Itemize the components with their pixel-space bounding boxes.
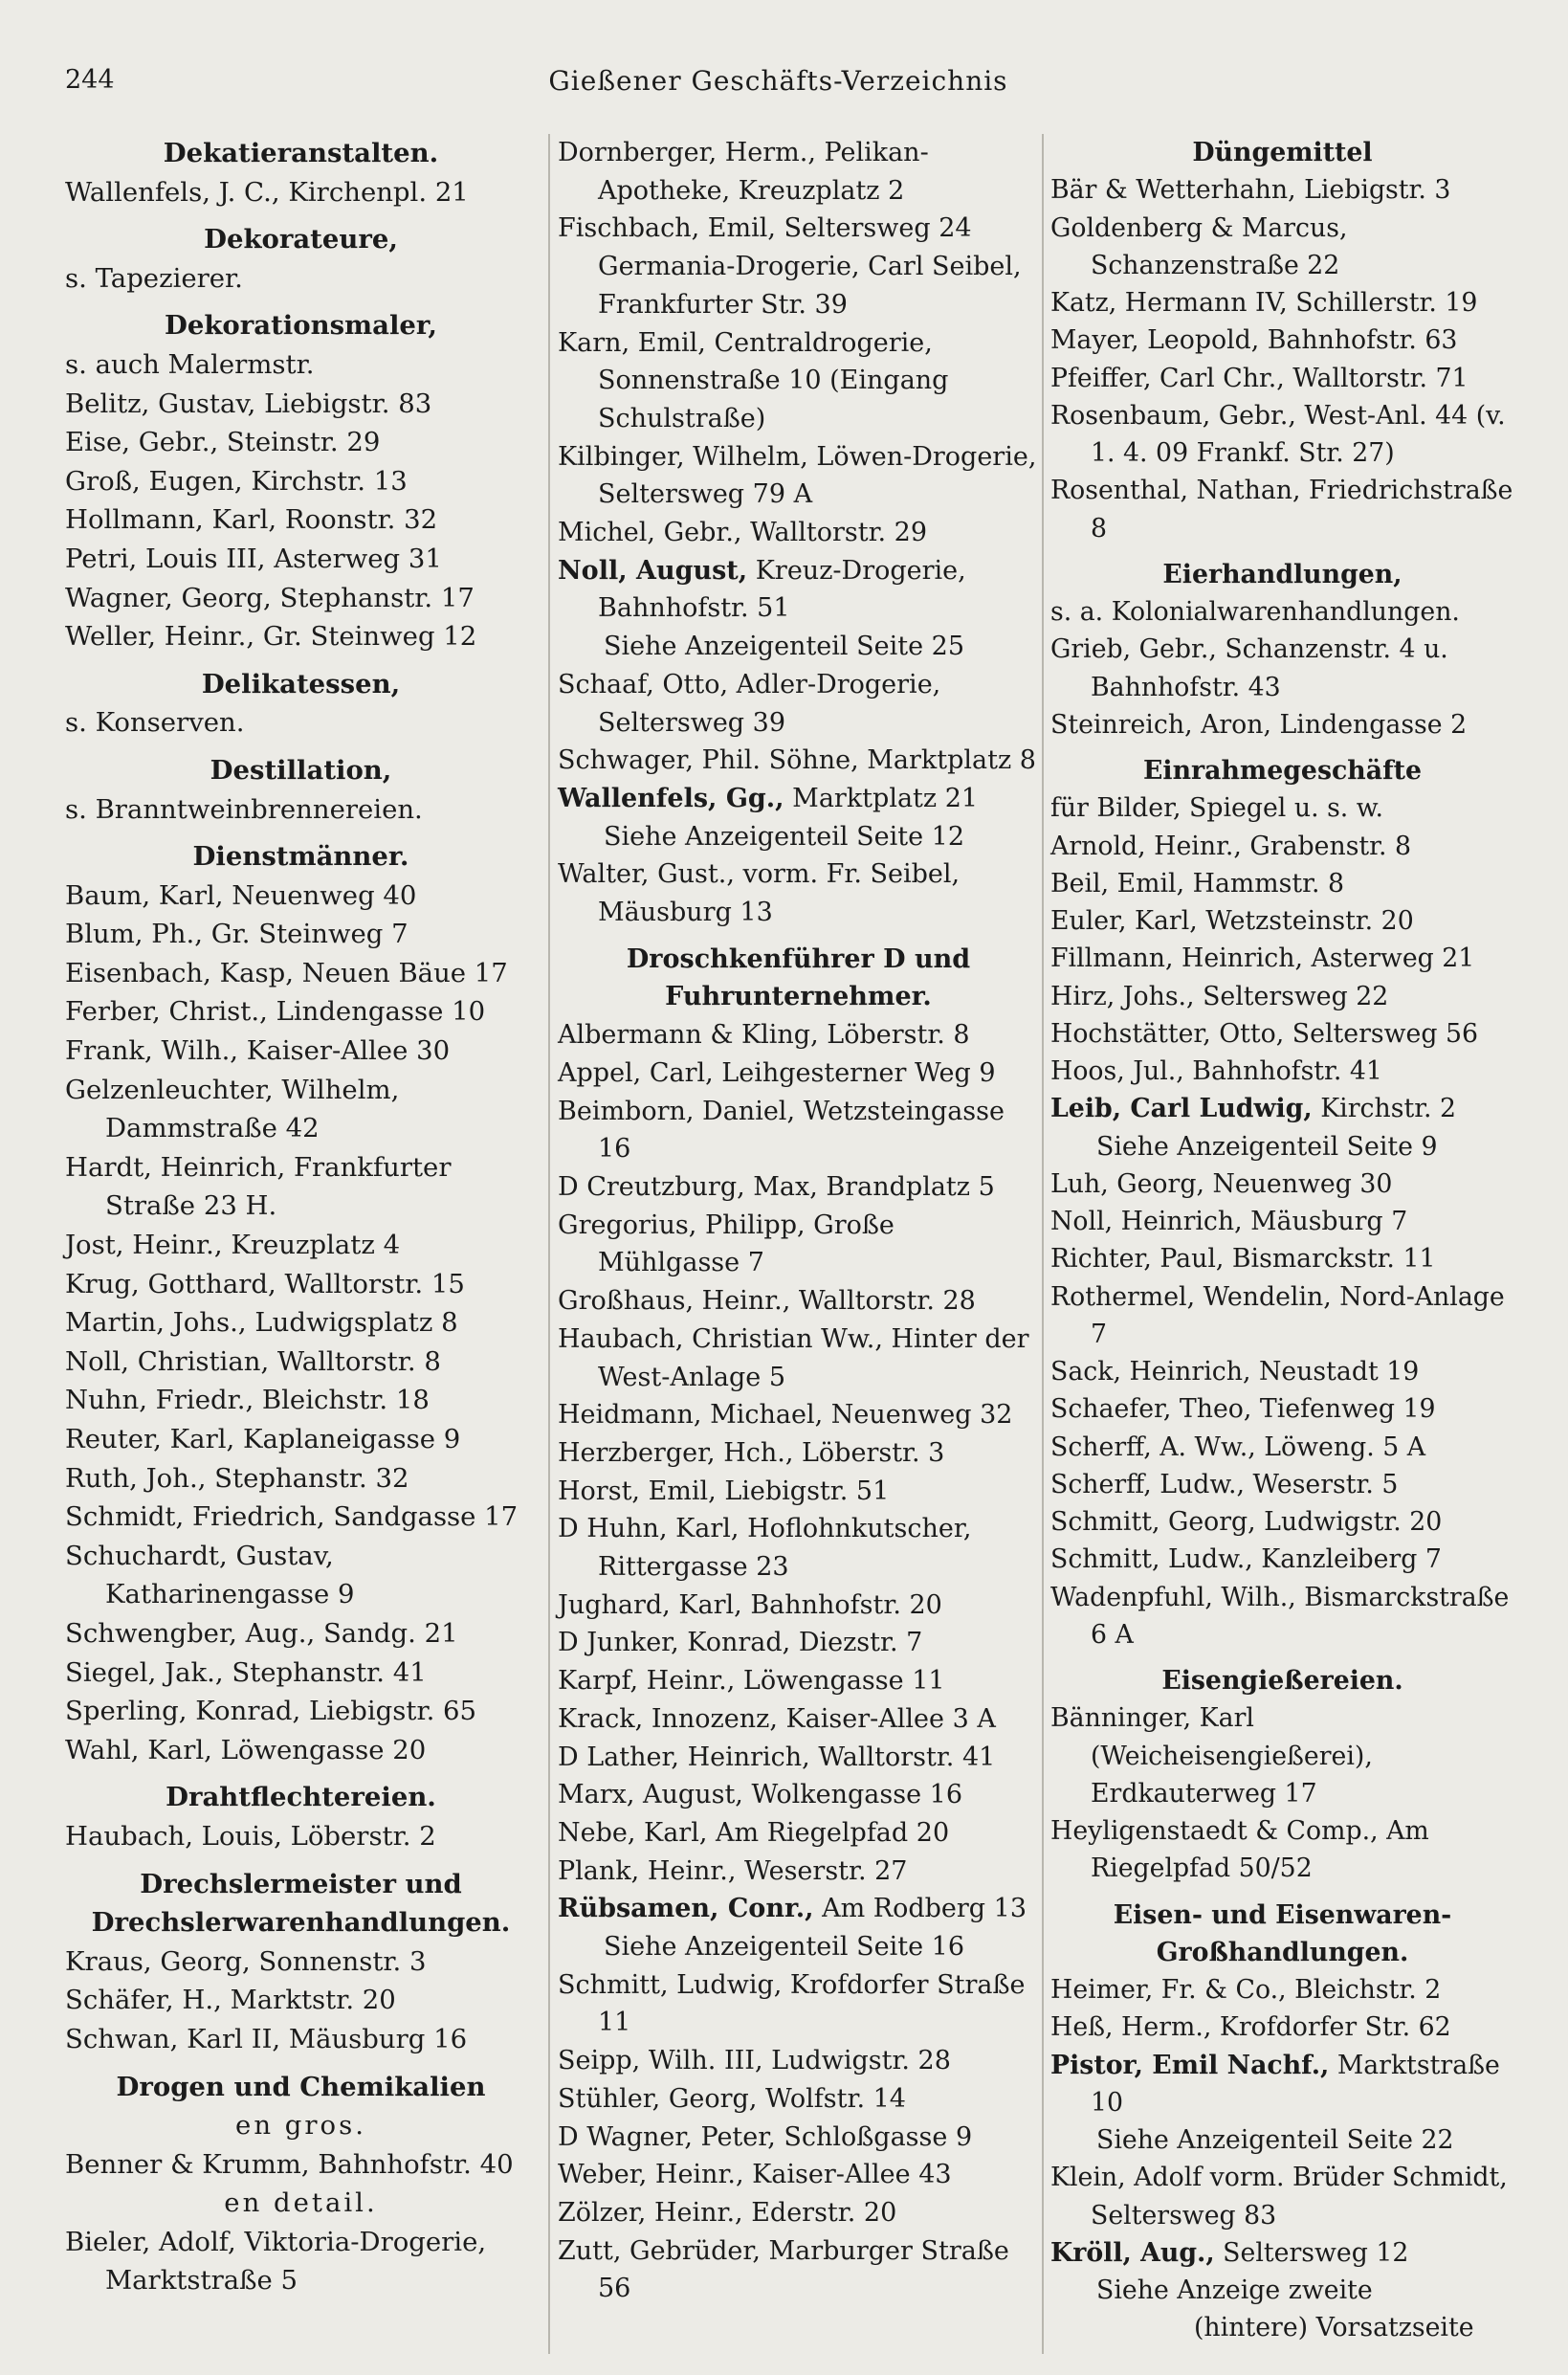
directory-entry: Fillmann, Heinrich, Asterweg 21: [1050, 943, 1475, 974]
directory-entry: Michel, Gebr., Walltorstr. 29: [558, 518, 928, 548]
section-subheading: en detail.: [224, 2187, 378, 2219]
directory-entry: [558, 1890, 1039, 1928]
entry-name: Wallenfels, Gg.,: [558, 783, 784, 813]
section-heading: Einrahmegeschäfte: [1143, 756, 1422, 786]
entry-address: Am Rodberg 13: [813, 1894, 1027, 1924]
directory-entry: Sperling, Konrad, Liebigstr. 65: [65, 1696, 477, 1727]
directory-entry: Schuchardt, Gustav, Katharinengasse 9: [65, 1540, 355, 1610]
directory-entry: Schaefer, Theo, Tiefenweg 19: [1050, 1394, 1436, 1425]
directory-entry: Hochstätter, Otto, Seltersweg 56: [1050, 1018, 1478, 1049]
section-note: s. a. Kolonialwarenhandlungen.: [1050, 597, 1460, 627]
section-heading: Eisen- und Eisenwaren-Großhandlungen.: [1113, 1899, 1452, 1967]
directory-entry: Schmitt, Ludwig, Krofdorfer Straße 11: [558, 1969, 1026, 2038]
directory-entry: D Creutzburg, Max, Brandplatz 5: [558, 1171, 995, 1202]
directory-entry: Marx, August, Wolkengasse 16: [558, 1780, 963, 1810]
section-heading: Drahtflechtereien.: [166, 1782, 436, 1813]
directory-entry: Hirz, Johs., Seltersweg 22: [1050, 981, 1389, 1011]
section-heading: Dekatieranstalten.: [163, 138, 439, 168]
directory-entry: Groß, Eugen, Kirchstr. 13: [65, 465, 408, 497]
directory-entry: Seipp, Wilh. III, Ludwigstr. 28: [558, 2046, 951, 2076]
directory-entry: Wagner, Georg, Stephanstr. 17: [65, 582, 475, 613]
directory-entry: Noll, Christian, Walltorstr. 8: [65, 1345, 441, 1377]
section-heading: Dekorationsmaler,: [165, 310, 437, 342]
directory-entry: Hardt, Heinrich, Frankfurter Straße 23 H.: [65, 1151, 452, 1222]
directory-entry: Richter, Paul, Bismarckstr. 11: [1050, 1244, 1436, 1275]
directory-entry: [1050, 2234, 1514, 2272]
directory-entry: Eise, Gebr., Steinstr. 29: [65, 427, 381, 458]
section-note: s. auch Malermstr.: [65, 348, 315, 380]
directory-entry: Krug, Gotthard, Walltorstr. 15: [65, 1268, 465, 1299]
running-title: Gießener Geschäfts-Verzeichnis: [548, 65, 1008, 97]
entry-name: Pistor, Emil Nachf.,: [1050, 2050, 1330, 2080]
directory-entry: Grieb, Gebr., Schanzenstr. 4 u. Bahnhofstr. 43: [1050, 634, 1448, 702]
directory-entry: Heyligenstaedt & Comp., Am Riegelpfad 50/52: [1050, 1816, 1429, 1884]
section-heading: Dienstmänner.: [192, 841, 409, 873]
directory-entry: Benner & Krumm, Bahnhofstr. 40: [65, 2148, 514, 2180]
directory-entry: Walter, Gust., vorm. Fr. Seibel, Mäusburg 13: [558, 859, 961, 928]
directory-entry: Jughard, Karl, Bahnhofstr. 20: [558, 1589, 942, 1620]
entry-name: Kröll, Aug.,: [1050, 2237, 1215, 2268]
directory-entry: Weber, Heinr., Kaiser-Allee 43: [558, 2160, 952, 2190]
directory-entry: [1050, 2047, 1514, 2122]
directory-entry: Kilbinger, Wilhelm, Löwen-Drogerie, Seltersweg 79 A: [558, 441, 1037, 510]
directory-entry: Katz, Hermann IV, Schillerstr. 19: [1050, 288, 1478, 318]
page-number: 244: [65, 65, 115, 95]
directory-entry: Wadenpfuhl, Wilh., Bismarckstraße 6 A: [1050, 1582, 1510, 1650]
section-note: s. Konserven.: [65, 707, 245, 739]
page-header: [65, 65, 1491, 113]
section-note: s. Tapezierer.: [65, 262, 243, 294]
directory-entry: Mayer, Leopold, Bahnhofstr. 63: [1050, 325, 1458, 356]
section-heading: Drechslermeister und Drechslerwarenhandlungen.: [91, 1868, 511, 1939]
directory-entry: Schwager, Phil. Söhne, Marktplatz 8: [558, 745, 1036, 776]
directory-entry: Weller, Heinr., Gr. Steinweg 12: [65, 621, 477, 653]
ad-reference: Siehe Anzeigenteil Seite 16: [604, 1932, 964, 1963]
directory-entry: Großhaus, Heinr., Walltorstr. 28: [558, 1286, 976, 1317]
section-heading: Destillation,: [210, 754, 392, 786]
directory-entry: Wallenfels, J. C., Kirchenpl. 21: [65, 176, 469, 208]
directory-entry: Scherff, A. Ww., Löweng. 5 A: [1050, 1432, 1426, 1462]
directory-entry: Euler, Karl, Wetzsteinstr. 20: [1050, 906, 1414, 936]
directory-entry: Kraus, Georg, Sonnenstr. 3: [65, 1945, 427, 1977]
directory-entry: Zutt, Gebrüder, Marburger Straße 56: [558, 2235, 1009, 2304]
directory-entry: Hollmann, Karl, Roonstr. 32: [65, 504, 438, 536]
directory-entry: Schwengber, Aug., Sandg. 21: [65, 1617, 458, 1649]
directory-entry: Siegel, Jak., Stephanstr. 41: [65, 1656, 427, 1688]
entry-name: Leib, Carl Ludwig,: [1050, 1094, 1313, 1124]
directory-entry: Martin, Johs., Ludwigsplatz 8: [65, 1307, 458, 1339]
directory-entry: Petri, Louis III, Asterweg 31: [65, 543, 442, 574]
section-heading: Drogen und Chemikalien: [116, 2071, 486, 2102]
directory-entry: Pfeiffer, Carl Chr., Walltorstr. 71: [1050, 363, 1469, 393]
directory-entry: Nuhn, Friedr., Bleichstr. 18: [65, 1385, 430, 1416]
directory-entry: Blum, Ph., Gr. Steinweg 7: [65, 919, 409, 950]
ad-reference: (hintere) Vorsatzseite: [1194, 2313, 1474, 2343]
directory-entry: Karn, Emil, Centraldrogerie, Sonnenstraße 10 (Eingang Schulstraße): [558, 327, 949, 433]
ad-reference: Siehe Anzeigenteil Seite 9: [1096, 1131, 1438, 1162]
directory-entry: D Junker, Konrad, Diezstr. 7: [558, 1628, 923, 1658]
directory-entry: Belitz, Gustav, Liebigstr. 83: [65, 388, 432, 419]
directory-entry: Schmitt, Georg, Ludwigstr. 20: [1050, 1507, 1443, 1537]
directory-entry: Bänninger, Karl (Weicheisengießerei), Erdkauterweg 17: [1050, 1703, 1373, 1809]
directory-entry: Fischbach, Emil, Seltersweg 24 Germania-Drogerie, Carl Seibel, Frankfurter Str. 39: [558, 213, 1022, 320]
directory-entry: Heimer, Fr. & Co., Bleichstr. 2: [1050, 1975, 1442, 2005]
directory-entry: Jost, Heinr., Kreuzplatz 4: [65, 1230, 401, 1261]
section-heading: Droschkenführer D und Fuhrunternehmer.: [626, 943, 971, 1012]
directory-column-2: [558, 134, 1039, 2308]
entry-address: Marktstraße 10: [1091, 2050, 1500, 2118]
entry-address: Marktplatz 21: [784, 783, 979, 813]
directory-entry: Schaaf, Otto, Adler-Drogerie, Seltersweg 39: [558, 669, 941, 738]
directory-entry: D Lather, Heinrich, Walltorstr. 41: [558, 1742, 996, 1772]
directory-entry: Klein, Adolf vorm. Brüder Schmidt, Seltersweg 83: [1050, 2163, 1508, 2231]
directory-entry: Schmidt, Friedrich, Sandgasse 17: [65, 1501, 519, 1533]
directory-entry: Arnold, Heinr., Grabenstr. 8: [1050, 831, 1412, 861]
directory-entry: Zölzer, Heinr., Ederstr. 20: [558, 2197, 897, 2228]
directory-entry: Schmitt, Ludw., Kanzleiberg 7: [1050, 1544, 1442, 1575]
directory-entry: Wahl, Karl, Löwengasse 20: [65, 1734, 427, 1765]
section-heading: Düngemittel: [1192, 138, 1373, 167]
directory-entry: Ferber, Christ., Lindengasse 10: [65, 996, 486, 1028]
directory-entry: Stühler, Georg, Wolfstr. 14: [558, 2083, 906, 2114]
directory-entry: Rosenthal, Nathan, Friedrichstraße 8: [1050, 476, 1513, 544]
directory-entry: Nebe, Karl, Am Riegelpfad 20: [558, 1817, 950, 1848]
directory-entry: Schäfer, H., Marktstr. 20: [65, 1985, 396, 2016]
entry-address: Seltersweg 12: [1214, 2237, 1409, 2268]
directory-entry: [1050, 1090, 1514, 1127]
section-heading: Delikatessen,: [201, 668, 401, 699]
directory-entry: Plank, Heinr., Weserstr. 27: [558, 1855, 908, 1886]
directory-entry: Sack, Heinrich, Neustadt 19: [1050, 1357, 1420, 1387]
ad-reference: Siehe Anzeigenteil Seite 25: [604, 632, 964, 662]
ad-reference: Siehe Anzeigenteil Seite 12: [604, 821, 964, 852]
directory-entry: Gelzenleuchter, Wilhelm, Dammstraße 42: [65, 1074, 400, 1144]
directory-entry: Albermann & Kling, Löberstr. 8: [558, 1020, 970, 1051]
directory-entry: Horst, Emil, Liebigstr. 51: [558, 1476, 890, 1506]
entry-name: Rübsamen, Conr.,: [558, 1894, 814, 1924]
directory-entry: Bär & Wetterhahn, Liebigstr. 3: [1050, 175, 1451, 206]
directory-entry: Hoos, Jul., Bahnhofstr. 41: [1050, 1056, 1382, 1086]
directory-entry: Dornberger, Herm., Pelikan-Apotheke, Kreuzplatz 2: [558, 138, 929, 206]
directory-column-3: [1050, 134, 1514, 2347]
directory-entry: Haubach, Louis, Löberstr. 2: [65, 1820, 436, 1852]
ad-reference: Siehe Anzeigenteil Seite 22: [1096, 2125, 1454, 2155]
directory-entry: Karpf, Heinr., Löwengasse 11: [558, 1666, 945, 1697]
section-note: s. Branntweinbrennereien.: [65, 793, 423, 825]
directory-entry: D Wagner, Peter, Schloßgasse 9: [558, 2121, 973, 2152]
directory-entry: Herzberger, Hch., Löberstr. 3: [558, 1437, 945, 1468]
directory-entry: Bieler, Adolf, Viktoria-Drogerie, Marktstraße 5: [65, 2226, 487, 2297]
directory-entry: Ruth, Joh., Stephanstr. 32: [65, 1462, 409, 1494]
directory-entry: Krack, Innozenz, Kaiser-Allee 3 A: [558, 1703, 996, 1734]
directory-entry: Noll, Heinrich, Mäusburg 7: [1050, 1207, 1408, 1236]
section-heading: Dekorateure,: [204, 224, 398, 255]
directory-entry: [558, 780, 1039, 818]
entry-address: Kreuz-Drogerie, Bahnhofstr. 51: [598, 555, 966, 624]
directory-entry: Heidmann, Michael, Neuenweg 32: [558, 1400, 1013, 1431]
directory-entry: Beil, Emil, Hammstr. 8: [1050, 868, 1344, 899]
directory-entry: Goldenberg & Marcus, Schanzenstraße 22: [1050, 212, 1348, 280]
directory-entry: [558, 552, 1039, 628]
directory-entry: D Huhn, Karl, Hoflohnkutscher, Rittergasse 23: [558, 1514, 972, 1583]
directory-entry: Rothermel, Wendelin, Nord-Anlage 7: [1050, 1281, 1505, 1349]
column-divider: [1042, 134, 1044, 2354]
ad-reference: Siehe Anzeige zweite: [1096, 2275, 1373, 2305]
directory-entry: Haubach, Christian Ww., Hinter der West-Anlage 5: [558, 1323, 1029, 1392]
directory-entry: Beimborn, Daniel, Wetzsteingasse 16: [558, 1096, 1005, 1165]
section-heading: Eisengießereien.: [1161, 1666, 1403, 1696]
directory-column-1: [65, 134, 537, 2300]
entry-address: Kirchstr. 2: [1312, 1094, 1457, 1124]
directory-entry: Gregorius, Philipp, Große Mühlgasse 7: [558, 1210, 894, 1278]
directory-entry: Steinreich, Aron, Lindengasse 2: [1050, 709, 1468, 740]
entry-name: Noll, August,: [558, 555, 748, 586]
directory-entry: Rosenbaum, Gebr., West-Anl. 44 (v. 1. 4. 09 Frankf. Str. 27): [1050, 400, 1506, 468]
directory-entry: Eisenbach, Kasp, Neuen Bäue 17: [65, 957, 508, 988]
directory-entry: Baum, Karl, Neuenweg 40: [65, 879, 417, 911]
directory-entry: Appel, Carl, Leihgesterner Weg 9: [558, 1057, 996, 1088]
directory-entry: Heß, Herm., Krofdorfer Str. 62: [1050, 2012, 1451, 2043]
directory-entry: Reuter, Karl, Kaplaneigasse 9: [65, 1424, 461, 1454]
section-note: für Bilder, Spiegel u. s. w.: [1050, 793, 1384, 824]
section-subheading: en gros.: [235, 2110, 366, 2142]
directory-entry: Schwan, Karl II, Mäusburg 16: [65, 2023, 468, 2054]
directory-entry: Luh, Georg, Neuenweg 30: [1050, 1168, 1393, 1199]
directory-entry: Frank, Wilh., Kaiser-Allee 30: [65, 1035, 451, 1067]
directory-entry: Scherff, Ludw., Weserstr. 5: [1050, 1469, 1399, 1499]
column-divider: [548, 134, 550, 2354]
section-heading: Eierhandlungen,: [1162, 559, 1402, 589]
